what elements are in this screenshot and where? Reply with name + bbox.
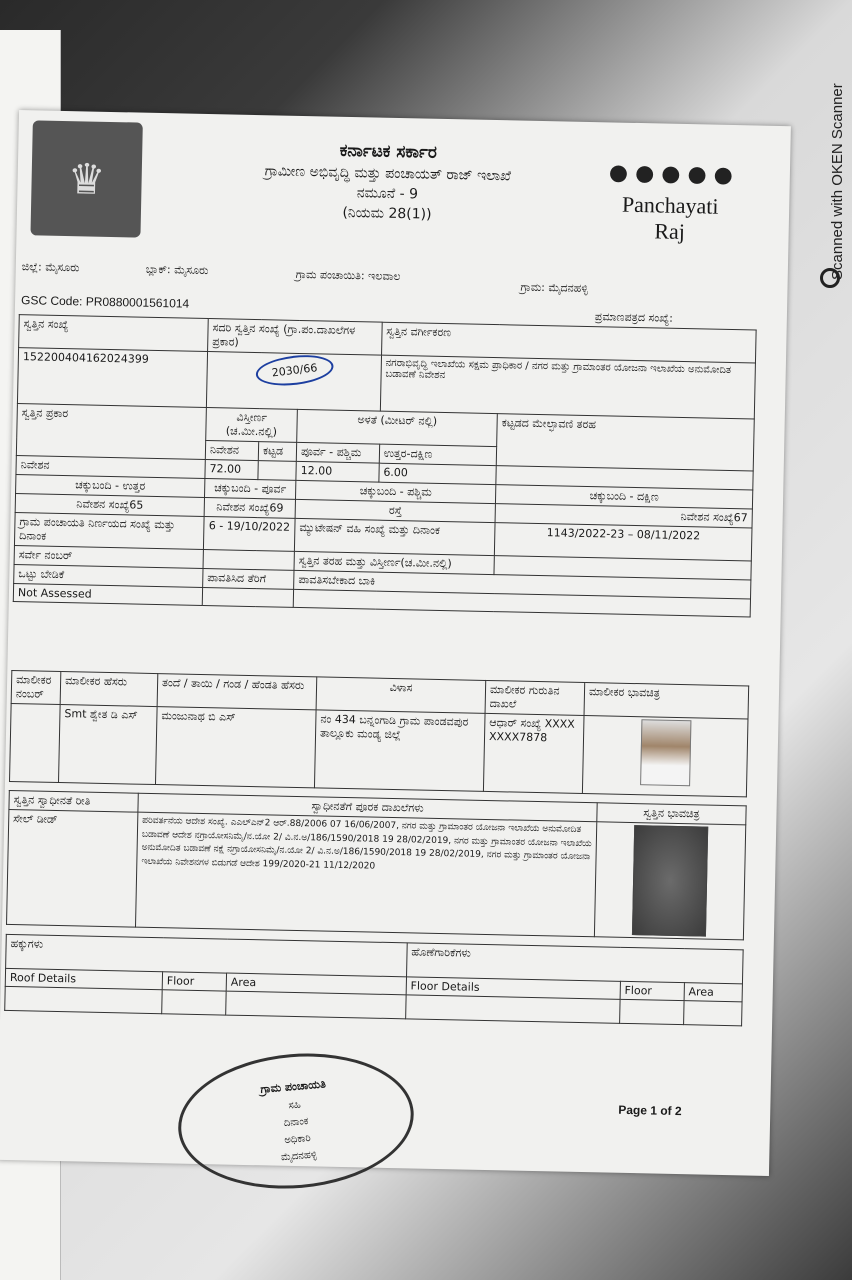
- owner-name: Smt ಶ್ವೇತ ಡಿ ಎಸ್: [59, 705, 158, 785]
- h-survey: ಸರ್ವೇ ನಂಬರ್: [14, 546, 203, 569]
- people-icon: ● ● ● ● ●: [608, 160, 734, 188]
- h-north: ಚಕ್ಕುಬಂದಿ - ಉತ್ತರ: [16, 475, 205, 498]
- dept-title: ಗ್ರಾಮೀಣ ಅಭಿವೃದ್ಧಿ ಮತ್ತು ಪಂಚಾಯತ್ ರಾಜ್ ಇಲಾಖೆ: [264, 163, 512, 185]
- h-old-no: ಸದರಿ ಸ್ವತ್ತಿನ ಸಂಖ್ಯೆ (ಗ್ರಾ.ಪಂ.ದಾಖಲೆಗಳ ಪ್ರಕಾರ): [208, 319, 382, 356]
- h-floor-details: Floor Details: [406, 977, 620, 999]
- seal-village: ಮೈದನಹಳ್ಳಿ: [280, 1149, 318, 1164]
- seal-date: ದಿನಾಂಕ: [283, 1116, 309, 1130]
- h-ns: ಉತ್ತರ-ದಕ್ಷಿಣ: [379, 444, 497, 465]
- owner-photo: [640, 719, 691, 786]
- h-floor-2: Floor: [620, 981, 684, 1000]
- h-area: Area: [226, 973, 406, 995]
- h-bldg: ಕಟ್ಟಡ: [258, 442, 296, 462]
- h-owner-no: ಮಾಲೀಕರ ನಂಬರ್: [11, 671, 61, 705]
- east: ನಿವೇಶನ ಸಂಖ್ಯೆ69: [204, 497, 295, 518]
- mutation: 1143/2022-23 – 08/11/2022: [495, 523, 752, 561]
- h-address: ವಿಳಾಸ: [316, 677, 486, 714]
- h-mutation: ಮ್ಯುಟೇಷನ್ ವಹಿ ಸಂಖ್ಯೆ ಮತ್ತು ದಿನಾಂಕ: [294, 518, 495, 555]
- panchayati-raj-logo: [604, 160, 736, 246]
- h-south: ಚಕ್ಕುಬಂದಿ - ದಕ್ಷಿಣ: [496, 485, 753, 509]
- h-area-2: Area: [684, 983, 743, 1002]
- taluk: ಬ್ಲಾಕ್: ಮೈಸೂರು: [145, 262, 209, 278]
- seal-ring-text: ಗ್ರಾಮ ಪಂಚಾಯತಿ: [259, 1077, 327, 1096]
- h-liabilities: ಹೊಣೆಗಾರಿಕೆಗಳು: [406, 943, 743, 984]
- type: ನಿವೇಶನ: [16, 456, 205, 479]
- h-docs: ಸ್ವಾಧೀನತೆಗೆ ಪೂರಕ ದಾಖಲೆಗಳು: [138, 793, 597, 822]
- h-owner-photo: ಮಾಲೀಕರ ಭಾವಚಿತ್ರ: [584, 683, 749, 719]
- certificate-no: ಪ್ರಮಾಣಪತ್ರದ ಸಂಖ್ಯೆ:: [594, 310, 674, 325]
- h-dims: ಅಳತೆ (ಮೀಟರ್ ನಲ್ಲಿ): [297, 409, 498, 446]
- rights-table: [4, 934, 743, 1026]
- owner-table: [9, 670, 749, 797]
- karnataka-emblem-icon: ♛: [30, 120, 142, 237]
- rule-no: (ನಿಯಮ 28(1)): [342, 204, 432, 223]
- tax: Not Assessed: [13, 584, 202, 606]
- h-prop-area: ಸ್ವತ್ತಿನ ತರಹ ಮತ್ತು ವಿಸ್ತೀರ್ಣ(ಚ.ಮೀ.ನಲ್ಲಿ): [294, 551, 494, 574]
- property-photo: [632, 825, 708, 937]
- h-site: ನಿವೇಶನ: [205, 441, 259, 461]
- west: ರಸ್ತೆ: [295, 499, 495, 522]
- h-west: ಚಕ್ಕುಬಂದಿ - ಪಶ್ಚಿಮ: [296, 480, 496, 503]
- h-land-photo: ಸ್ವತ್ತಿನ ಭಾವಚಿತ್ರ: [597, 803, 746, 825]
- relation: ಮಂಜುನಾಥ ಬಿ ಎಸ್: [155, 707, 316, 788]
- district: ಜಿಲ್ಲೆ: ಮೈಸೂರು: [21, 260, 80, 275]
- h-owner-name: ಮಾಲೀಕರ ಹೆಸರು: [60, 672, 158, 707]
- h-east: ಚಕ್ಕುಬಂದಿ - ಪೂರ್ವ: [205, 479, 296, 500]
- page-number: Page 1 of 2: [618, 1102, 682, 1119]
- header: [197, 134, 579, 230]
- scanner-logo-icon: [820, 268, 840, 288]
- h-relation: ತಂದೆ / ತಾಯಿ / ಗಂಡ / ಹೆಂಡತಿ ಹೆಸರು: [157, 674, 317, 710]
- village: ಗ್ರಾಮ: ಮೈದನಹಳ್ಳಿ: [520, 280, 589, 295]
- ns: 6.00: [379, 463, 497, 484]
- h-mode: ಸ್ವತ್ತಿನ ಸ್ವಾಧೀನತೆ ರೀತಿ: [9, 790, 138, 812]
- h-rights: ಹಕ್ಕುಗಳು: [6, 934, 407, 976]
- form-no: ನಮೂನೆ - 9: [356, 185, 419, 203]
- logo-text: Panchayati Raj: [621, 191, 719, 245]
- gsc-code: GSC Code: PR0880001561014: [20, 293, 190, 311]
- h-tax: ಒಟ್ಟು ಬೇಡಿಕೆ: [14, 565, 203, 588]
- site-area: 72.00: [205, 460, 259, 480]
- ew: 12.00: [296, 461, 379, 482]
- prop-no: 152200404162024399: [17, 348, 207, 408]
- h-area: ವಿಸ್ತೀರ್ಣ (ಚ.ಮೀ.ನಲ್ಲಿ): [206, 408, 298, 443]
- south: ನಿವೇಶನ ಸಂಖ್ಯೆ67: [495, 504, 752, 528]
- mode: ಸೇಲ್ ಡೀಡ್: [7, 809, 138, 927]
- h-building: ಕಟ್ಟಡದ ಮೇಲ್ಛಾವಣಿ ತರಹ: [496, 414, 754, 471]
- gram-panchayat: ಗ್ರಾಮ ಪಂಚಾಯಿತಿ: ಇಲವಾಲ: [295, 267, 401, 284]
- h-class: ಸ್ವತ್ತಿನ ವರ್ಗೀಕರಣ: [381, 322, 756, 363]
- govt-title: ಕರ್ನಾಟಕ ಸರ್ಕಾರ: [339, 140, 438, 163]
- address: ನಂ 434 ಬನ್ನಂಗಾಡಿ ಗ್ರಾಮ ಪಾಂಡವಪುರ ತಾಲ್ಲೂಕು ಮಂಡ್ಯ ಜಿಲ್ಲೆ: [314, 710, 485, 792]
- old-no: 2030/66: [254, 351, 335, 389]
- h-paid: ಪಾವತಿಸಿದ ತೆರಿಗೆ: [203, 568, 294, 589]
- acquisition-table: [6, 790, 747, 940]
- h-id: ಮಾಲೀಕರ ಗುರುತಿನ ದಾಖಲೆ: [485, 680, 585, 715]
- north: ನಿವೇಶನ ಸಂಖ್ಯೆ65: [15, 494, 204, 517]
- scanner-watermark: Scanned with OKEN Scanner: [829, 83, 846, 280]
- h-resolution: ಗ್ರಾಮ ಪಂಚಾಯತಿ ನಿರ್ಣಯದ ಸಂಖ್ಯೆ ಮತ್ತು ದಿನಾಂಕ: [14, 513, 204, 550]
- h-roof: Roof Details: [5, 968, 162, 989]
- h-due: ಪಾವತಿಸಬೇಕಾದ ಬಾಕಿ: [294, 570, 751, 599]
- id-doc: ಆಧಾರ್ ಸಂಖ್ಯೆ XXXXXXXX7878: [483, 713, 584, 793]
- h-prop-no: ಸ್ವತ್ತಿನ ಸಂಖ್ಯೆ: [19, 315, 209, 352]
- resolution: 6 - 19/10/2022: [203, 516, 295, 551]
- seal-officer: ಅಧಿಕಾರಿ: [283, 1132, 312, 1147]
- h-ew: ಪೂರ್ವ - ಪಶ್ಚಿಮ: [296, 442, 379, 463]
- classification: ನಗರಾಭಿವೃದ್ಧಿ ಇಲಾಖೆಯ ಸಕ್ಷಮ ಪ್ರಾಧಿಕಾರ / ನಗರ ಮತ್ತು ಗ್ರಾಮಾಂತರ ಯೋಜನಾ ಇಲಾಖೆಯ ಅನುಮೋದಿತ ಬಡಾವಣೆ ನಿವೇಶನ: [380, 355, 755, 419]
- h-floor: Floor: [162, 972, 226, 991]
- document-page: [0, 110, 791, 1176]
- seal-sign: ಸಹಿ: [288, 1099, 302, 1112]
- docs: ಪರಿವರ್ತನೆಯ ಆದೇಶ ಸಂಖ್ಯೆ. ಎಎಲ್ಎನ್2 ಆರ್.88/2006 07 16/06/2007, ನಗರ ಮತ್ತು ಗ್ರಾಮಾಂತರ ಯೋಜನಾ ಇಲಾಖೆಯ ಅನುಮೋದಿತ ಬಡಾವಣೆ ಆದೇಶ ನಗ್ರಾಯೋಸನಿಮೈ/ನ.ಯೋ 2/ ವಿ.ನ.ಅ/186/1590/2018 19 28/02/2019, ನಗರ ಮತ್ತು ಗ್ರಾಮಾಂತರ ಯೋಜನಾ ಇಲಾಖೆಯ ಅನುಮೋದಿತ ಬಡಾವಣೆ ನಕ್ಷೆ ನಗ್ರಾಯೋಸನಿಮೈ/ನ.ಯೋ 2/ ವಿ.ನ.ಅ/186/1590/2018 19 28/02/2019, ನಗರ ಮತ್ತು ಗ್ರಾಮಾಂತರ ಯೋಜನಾ ಇಲಾಖೆಯ ನಿವೇಶನಗಳ ಬಿಡುಗಡೆ ಆದೇಶ 199/2020-21 11/12/2020: [135, 812, 596, 937]
- h-type: ಸ್ವತ್ತಿನ ಪ್ರಕಾರ: [16, 404, 206, 460]
- property-table: [13, 314, 757, 617]
